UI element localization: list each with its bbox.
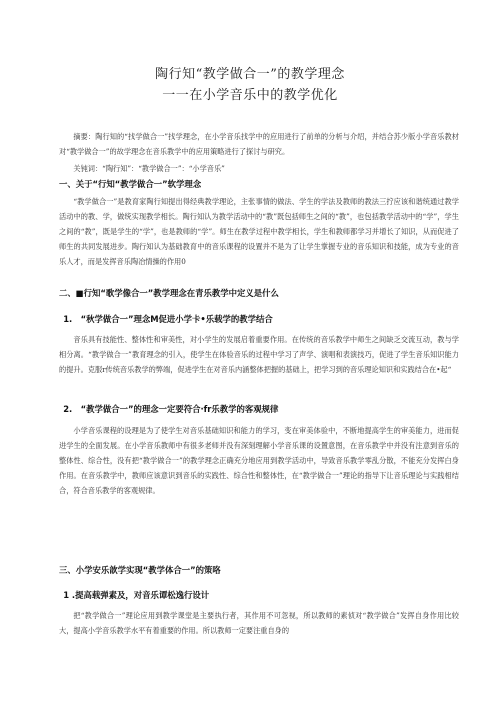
abstract-text: 摘要：陶行知的“找学做合一”找学理念，在小学音乐找学中的应用进行了前单的分析与介绍，并结合苏少版小学音乐教材对“教学做合一”的故学理念在音乐教学中的应用策略进行了探讨与研究。 bbox=[59, 132, 459, 156]
section-1 bbox=[59, 177, 459, 269]
keywords-block bbox=[59, 161, 459, 176]
subsection-2-1 bbox=[59, 312, 459, 377]
document-subtitle: 一一在小学音乐中的教学优化 bbox=[162, 88, 338, 103]
section-paragraph: 小学音乐课程的设理是为了使学生对音乐基础知识和能力的学习，变在审美体验中，不断地提高学生的审美能力，进而促进学生的全面发展。在小学音乐教师中有很多老师并没有深刻理解小学音乐课的设置意图，在音乐教学中并没有注意到音乐的整体性、综合性，没有把“教学做合一”的教学理念正确充分地应用到教学活动中，导致音乐教学零乱分散，不能充分发挥白身作用。在音乐教学中，教师应该意识到音乐的实践性、综合性和整体性，在“教学做合一”理论的指导下让音乐理论与实践相结合，符合音乐教学的客观规律。 bbox=[59, 426, 459, 495]
abstract-block bbox=[59, 129, 459, 159]
section-paragraph: “教学做合一”是教育家陶行知提出得经典教学理论，主张事情的做法、学生的学法及教师的教法三拧应该和谐统通过教学活动中的教、学，做统实现教学相长。陶行知认为教学活动中的“教”既包括师生之间的“教”，也包括教学活动中的“学”，学生之间的“教”，既是学生的“学”，也是教师的“学”。师生在教学过程中教学相长，学生和教师都学习并增长了知识，从而促进了师生的共同发展进步。陶行知认为基础教育中的音乐课程的设置并不是为了让学生掌握专业的音乐知识和技能，成为专业的音乐人才，而是发挥音乐陶冶情操的作用0 bbox=[59, 197, 459, 266]
section-3 bbox=[59, 563, 459, 577]
section-heading: 三、小学安乐歆学实现“教学体合一”的策咯 bbox=[59, 565, 221, 575]
section-heading: 一、关于“行知“教学做合一”软学理念 bbox=[59, 179, 202, 189]
section-paragraph: 把“教学做合一”理论应用到教学课堂是主要执行者，其作用不可忽视，所以教师的素侦对“教学做合”发挥自身作用比较大，提高小学音乐教学水平有着重要的作用。所以教师一定要注重自身的 bbox=[59, 611, 459, 635]
subsection-heading: 1 .提高载弹素及，对音乐谭松逸行设计 bbox=[63, 590, 210, 600]
subsection-heading: 1. “秋学做合一”理念M促进小学卡•乐载学的教学结合 bbox=[63, 314, 273, 324]
keywords-text: 关钝词：“陶行知”：“教学做合一”：“小学音乐” bbox=[73, 164, 225, 173]
section-heading: 二、■行知“歌学像合一”教学理念在青乐教学中定义是什么 bbox=[59, 288, 279, 298]
section-2 bbox=[59, 286, 459, 300]
subsection-3-1 bbox=[59, 588, 459, 638]
section-paragraph: 音乐具有技能性、整体性和审美性，对小学生的发展启着重要作用。在传统的音乐教学中师生之间缺乏交流互动，教与学相分离。“教学做合一”教育理念的引入，使学生在体验音乐的过程中学习了声学、演唱和表演技巧，促进了学生音乐知识能力的提升。克服r传统音乐教学的弊端，促进学生在对音乐内涵整体把握的基础上，把学习到的音乐理论知识和实践结合在•起“ bbox=[59, 335, 459, 374]
subsection-heading: 2. “教学做合一”的理念一定要符合·fr乐教学的客观规律 bbox=[63, 404, 279, 414]
document-title: 陶行知“教学做合一”的教学理念 bbox=[155, 67, 345, 82]
subsection-2-2 bbox=[59, 402, 459, 498]
